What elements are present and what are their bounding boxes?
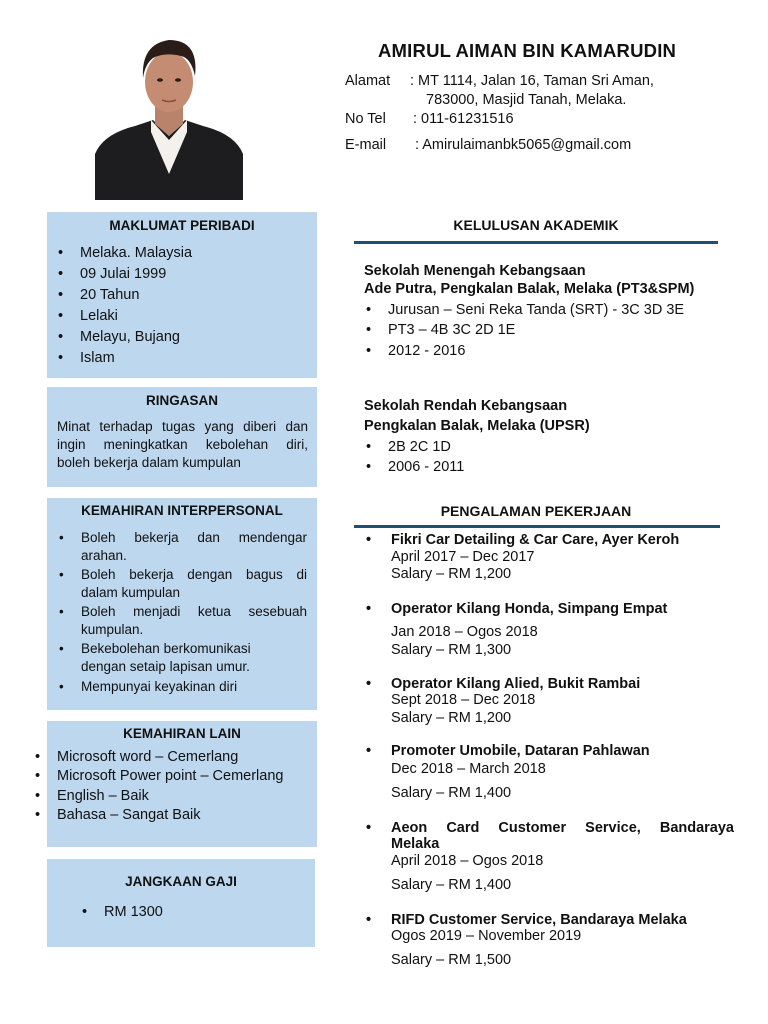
- education-title: KELULUSAN AKADEMIK: [453, 217, 619, 233]
- job-title: • Promoter Umobile, Dataran Pahlawan: [391, 743, 650, 759]
- job-title: • RIFD Customer Service, Bandaraya Melaka: [391, 912, 687, 928]
- salary-expectation-title: JANGKAAN GAJI: [125, 874, 237, 889]
- job-title: • Operator Kilang Alied, Bukit Rambai: [391, 676, 640, 692]
- job-salary: Salary – RM 1,400: [391, 785, 512, 801]
- job-salary: Salary – RM 1,300: [391, 642, 512, 658]
- summary-line: boleh bekerja dalam kumpulan: [57, 455, 241, 470]
- address-label: Alamat: [345, 73, 391, 89]
- job-salary: Salary – RM 1,500: [391, 952, 512, 968]
- other-skills-title: KEMAHIRAN LAIN: [123, 726, 241, 741]
- school-detail: • Jurusan – Seni Reka Tanda (SRT) - 3C 3D 3E: [388, 302, 684, 318]
- experience-title: PENGALAMAN PEKERJAAN: [440, 503, 632, 519]
- job-title: • Fikri Car Detailing & Car Care, Ayer Keroh: [391, 532, 679, 548]
- personal-item: • Melaka. Malaysia: [80, 245, 192, 261]
- personal-item: • Lelaki: [80, 308, 118, 324]
- education-divider: [354, 241, 718, 244]
- job-salary: Salary – RM 1,200: [391, 566, 512, 582]
- phone-label: No Tel: [345, 111, 386, 127]
- school-detail: • 2012 - 2016: [388, 343, 465, 359]
- personal-item: • 20 Tahun: [80, 287, 139, 303]
- job-period: Ogos 2019 – November 2019: [391, 928, 582, 944]
- job-period: April 2017 – Dec 2017: [391, 549, 535, 565]
- interpersonal-skills-box: [47, 498, 317, 710]
- school-detail: • PT3 – 4B 3C 2D 1E: [388, 322, 515, 338]
- school-detail: • 2B 2C 1D: [388, 439, 451, 455]
- email-value: : Amirulaimanbk5065@gmail.com: [415, 137, 632, 153]
- experience-divider: [354, 525, 720, 528]
- job-title: • Aeon Card Customer Service, Bandaraya: [391, 820, 734, 836]
- interpersonal-item-cont: dalam kumpulan: [81, 585, 181, 600]
- school-name-cont: Pengkalan Balak, Melaka (UPSR): [364, 418, 590, 434]
- interpersonal-item: • Mempunyai keyakinan diri: [81, 678, 307, 696]
- salary-expectation-item: • RM 1300: [104, 904, 163, 920]
- personal-item: • Melayu, Bujang: [80, 329, 180, 345]
- summary-title: RINGASAN: [145, 393, 218, 408]
- school-name-cont: Ade Putra, Pengkalan Balak, Melaka (PT3&SPM): [364, 281, 695, 297]
- school-name: Sekolah Rendah Kebangsaan: [364, 398, 568, 414]
- summary-line: Minat terhadap tugas yang diberi dan: [57, 419, 308, 434]
- email-label: E-mail: [345, 137, 387, 153]
- school-name: Sekolah Menengah Kebangsaan: [364, 263, 586, 279]
- personal-item: • 09 Julai 1999: [80, 266, 166, 282]
- other-skill-line: • English – Baik: [57, 788, 149, 804]
- personal-info-title: MAKLUMAT PERIBADI: [109, 218, 255, 233]
- job-period: April 2018 – Ogos 2018: [391, 853, 544, 869]
- job-period: Jan 2018 – Ogos 2018: [391, 624, 538, 640]
- address-line-2: 783000, Masjid Tanah, Melaka.: [426, 92, 627, 108]
- other-skill-line: • Bahasa – Sangat Baik: [57, 807, 201, 823]
- profile-photo: [95, 36, 243, 200]
- interpersonal-title: KEMAHIRAN INTERPERSONAL: [81, 503, 283, 518]
- personal-info-box: [47, 212, 317, 378]
- personal-item: • Islam: [80, 350, 115, 366]
- summary-box: [47, 387, 317, 487]
- job-salary: Salary – RM 1,400: [391, 877, 512, 893]
- job-salary: Salary – RM 1,200: [391, 710, 512, 726]
- summary-line: ingin meningkatkan kebolehan diri,: [57, 437, 308, 452]
- other-skill-line: • Microsoft word – Cemerlang: [57, 749, 238, 765]
- profile-photo-image: [95, 36, 243, 200]
- interpersonal-item-cont: kumpulan.: [81, 622, 144, 637]
- job-period: Dec 2018 – March 2018: [391, 761, 546, 777]
- interpersonal-item-cont: arahan.: [81, 548, 127, 563]
- other-skill-line: • Microsoft Power point – Cemerlang: [57, 768, 283, 784]
- interpersonal-item-cont: dengan setaip lapisan umur.: [81, 659, 250, 674]
- job-title: • Operator Kilang Honda, Simpang Empat: [391, 601, 667, 617]
- interpersonal-item: • Boleh bekerja dengan bagus di: [81, 566, 307, 584]
- interpersonal-item: • Boleh menjadi ketua sesebuah: [81, 603, 307, 621]
- job-title-cont: Melaka: [391, 836, 440, 852]
- address-line-1: : MT 1114, Jalan 16, Taman Sri Aman,: [410, 73, 654, 89]
- school-detail: • 2006 - 2011: [388, 459, 464, 475]
- other-skills-box: [47, 721, 317, 847]
- candidate-name: AMIRUL AIMAN BIN KAMARUDIN: [378, 40, 677, 61]
- phone-value: : 011-61231516: [413, 111, 514, 127]
- job-period: Sept 2018 – Dec 2018: [391, 692, 536, 708]
- salary-expectation-box: [47, 859, 315, 947]
- interpersonal-item: • Boleh bekerja dan mendengar: [81, 529, 307, 547]
- interpersonal-item: • Bekebolehan berkomunikasi: [81, 640, 307, 658]
